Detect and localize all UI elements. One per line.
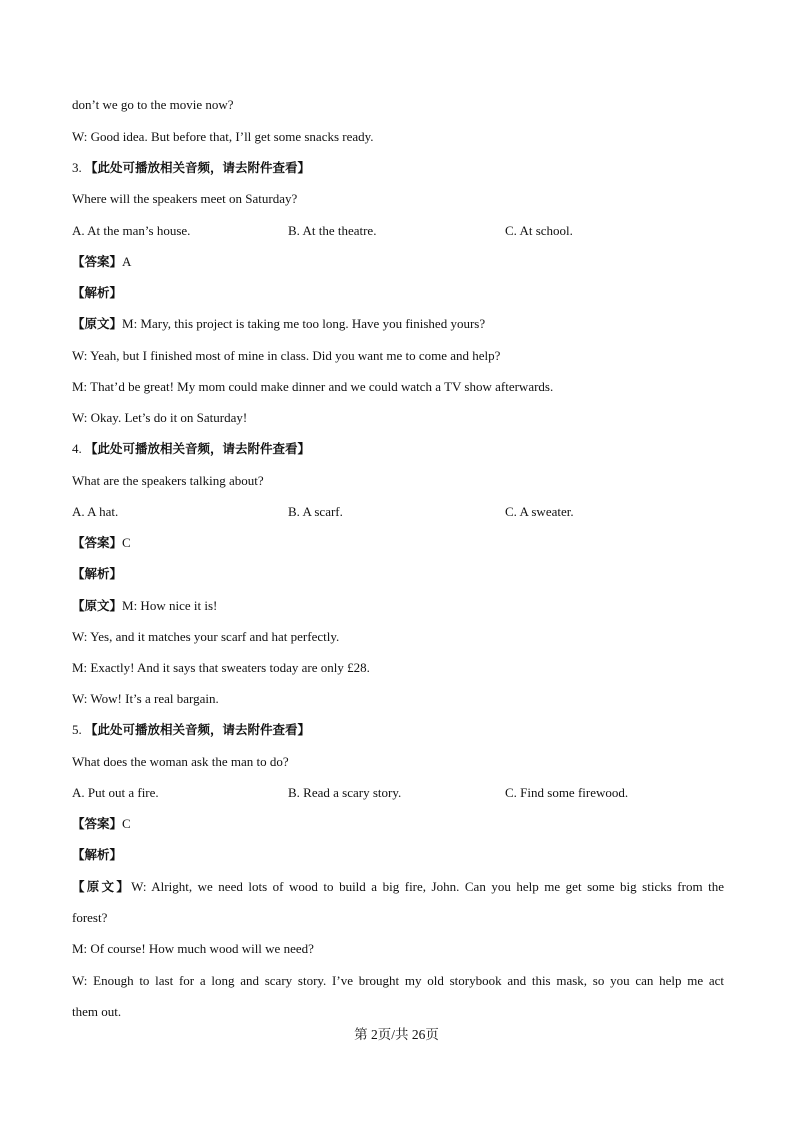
question-5-transcript-1-cont: forest?: [72, 910, 108, 925]
dialogue-line: don’t we go to the movie now?: [72, 97, 234, 112]
question-5-text: What does the woman ask the man to do?: [72, 754, 289, 769]
question-5-transcript-2: M: Of course! How much wood will we need?: [72, 941, 314, 956]
question-4-transcript-2: W: Yes, and it matches your scarf and hat perfectly.: [72, 629, 340, 644]
transcript-text: M: Mary, this project is taking me too long. Have you finished yours?: [122, 316, 486, 331]
question-3-option-a: A. At the man’s house.: [72, 223, 191, 238]
question-number: 4.: [72, 441, 82, 456]
question-number: 5.: [72, 722, 82, 737]
transcript-label: 【原文】: [72, 879, 132, 894]
question-3-transcript-1: [72, 316, 485, 332]
question-5-transcript-3-cont: them out.: [72, 1004, 122, 1019]
question-3-transcript-2: W: Yeah, but I finished most of mine in class. Did you want me to come and help?: [72, 348, 501, 363]
question-4-transcript-1: [72, 598, 217, 614]
question-number: 3.: [72, 160, 82, 175]
question-3-option-c: C. At school.: [505, 223, 573, 238]
question-3-transcript-3: M: That’d be great! My mom could make dinner and we could watch a TV show afterwards.: [72, 379, 554, 394]
question-4-option-b: B. A scarf.: [288, 504, 343, 519]
question-3-header: [72, 160, 310, 176]
dialogue-line: W: Good idea. But before that, I’ll get some snacks ready.: [72, 129, 374, 144]
question-4-option-c: C. A sweater.: [505, 504, 574, 519]
question-5-answer: [72, 816, 131, 832]
question-3-answer: [72, 254, 131, 270]
transcript-label: 【原文】: [72, 598, 123, 613]
audio-note: 【此处可播放相关音频，请去附件查看】: [85, 160, 311, 175]
question-4-analysis-label: 【解析】: [72, 566, 123, 581]
audio-note: 【此处可播放相关音频，请去附件查看】: [85, 722, 311, 737]
question-3-transcript-4: W: Okay. Let’s do it on Saturday!: [72, 410, 248, 425]
question-4-answer: [72, 535, 131, 551]
answer-value: A: [122, 254, 132, 269]
transcript-label: 【原文】: [72, 316, 123, 331]
question-4-transcript-3: M: Exactly! And it says that sweaters today are only £28.: [72, 660, 370, 675]
question-4-header: [72, 441, 310, 457]
answer-label: 【答案】: [72, 816, 123, 831]
question-5-option-b: B. Read a scary story.: [288, 785, 402, 800]
question-5-header: [72, 722, 310, 738]
question-3-analysis-label: 【解析】: [72, 285, 123, 300]
question-3-option-b: B. At the theatre.: [288, 223, 377, 238]
question-5-option-c: C. Find some firewood.: [505, 785, 629, 800]
question-5-option-a: A. Put out a fire.: [72, 785, 159, 800]
question-4-text: What are the speakers talking about?: [72, 473, 264, 488]
question-5-transcript-3: W: Enough to last for a long and scary story. I’ve brought my old storybook and this mask, so you can help me act: [72, 973, 724, 988]
question-4-transcript-4: W: Wow! It’s a real bargain.: [72, 691, 219, 706]
question-3-text: Where will the speakers meet on Saturday?: [72, 191, 298, 206]
answer-label: 【答案】: [72, 535, 123, 550]
question-4-option-a: A. A hat.: [72, 504, 119, 519]
transcript-text: W: Alright, we need lots of wood to build a big fire, John. Can you help me get some big sticks from the: [131, 879, 724, 894]
question-5-analysis-label: 【解析】: [72, 847, 123, 862]
audio-note: 【此处可播放相关音频，请去附件查看】: [85, 441, 311, 456]
answer-value: C: [122, 816, 131, 831]
answer-value: C: [122, 535, 131, 550]
answer-label: 【答案】: [72, 254, 123, 269]
question-5-transcript-1: [72, 879, 724, 895]
transcript-text: M: How nice it is!: [122, 598, 218, 613]
page-footer: 第 2页/共 26页: [354, 1027, 439, 1042]
